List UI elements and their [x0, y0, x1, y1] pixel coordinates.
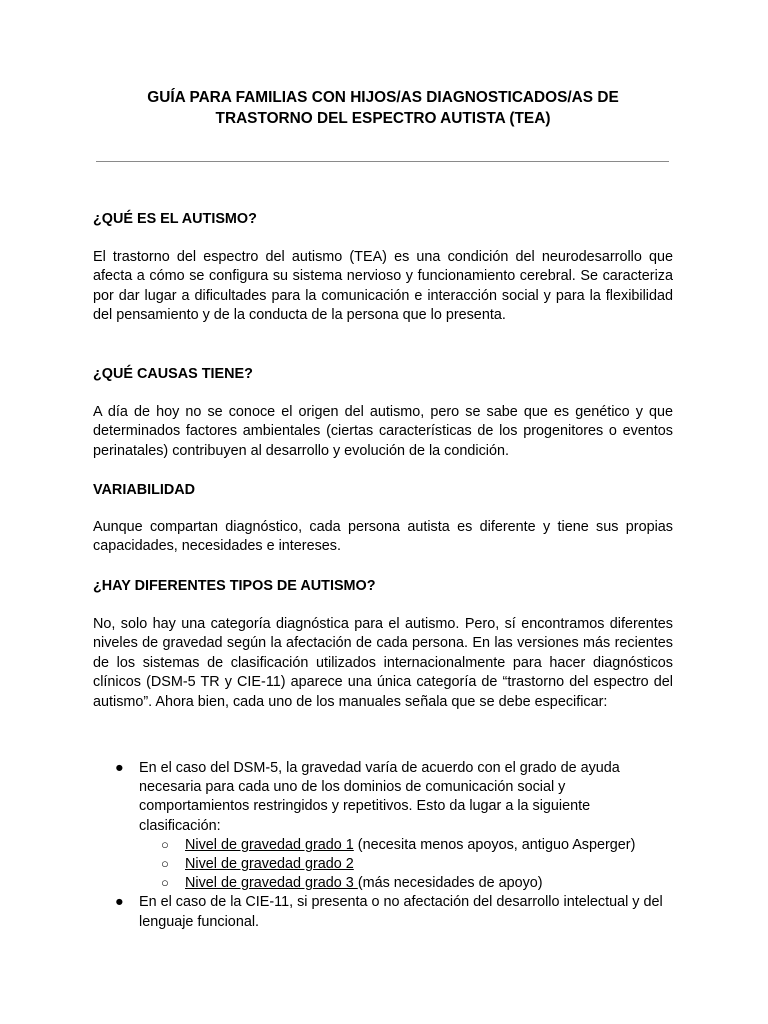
title-line-1: GUÍA PARA FAMILIAS CON HIJOS/AS DIAGNOSTICADOS/AS DE: [147, 89, 619, 106]
circle-bullet-icon: ○: [161, 856, 169, 872]
section-body-variabilidad: Aunque compartan diagnóstico, cada persona autista es diferente y tiene sus propias capacidades, necesidades e intereses.: [93, 519, 673, 555]
classification-list: [93, 759, 673, 932]
sub-item-suffix: (más necesidades de apoyo): [357, 875, 543, 892]
circle-bullet-icon: ○: [161, 875, 169, 891]
bullet-icon: ●: [115, 894, 124, 911]
list-item-text: En el caso del DSM-5, la gravedad varía de acuerdo con el grado de ayuda necesaria para cada uno de los dominios de comunicación social y comportamientos restringidos y repetitivos. Esto da lugar a la siguiente clasificación:: [139, 760, 620, 834]
bullet-icon: ●: [115, 760, 124, 776]
circle-bullet-icon: ○: [161, 836, 169, 852]
list-item-dsm5: [93, 759, 673, 836]
section-body-causas: A día de hoy no se conoce el origen del autismo, pero se sabe que es genético y que determinados factores ambientales (ciertas características de los progenitores o eventos perinatales) contribuyen al desarrollo y evolución de la condición.: [93, 404, 673, 459]
section-heading-causas: ¿QUÉ CAUSAS TIENE?: [93, 366, 253, 382]
section-heading-variabilidad: VARIABILIDAD: [93, 482, 196, 498]
section-body-que-es: El trastorno del espectro del autismo (TEA) es una condición del neurodesarrollo que afecta a cómo se configura su sistema nervioso y funcionamiento cerebral. Se caracteriza por dar lugar a dificultades para la comunicación e interacción social y para la flexibilidad del pensamiento y de la conducta de la persona que lo presenta.: [93, 249, 673, 324]
link-grado-2[interactable]: Nivel de gravedad grado 2: [185, 856, 354, 873]
list-item-text: En el caso de la CIE-11, si presenta o no afectación del desarrollo intelectual y del lenguaje funcional.: [139, 894, 663, 930]
section-heading-tipos: ¿HAY DIFERENTES TIPOS DE AUTISMO?: [93, 578, 376, 594]
title-line-2: TRASTORNO DEL ESPECTRO AUTISTA (TEA): [215, 110, 551, 127]
link-grado-1[interactable]: Nivel de gravedad grado 1: [185, 836, 354, 853]
list-item-cie11: [93, 893, 673, 931]
sub-item-grado-2: [93, 855, 673, 874]
title-divider: [96, 161, 669, 162]
sub-item-grado-3: [93, 874, 673, 893]
sub-item-suffix: (necesita menos apoyos, antiguo Asperger): [353, 836, 636, 853]
document-title: [93, 87, 673, 129]
section-body-tipos: No, solo hay una categoría diagnóstica para el autismo. Pero, sí encontramos diferentes niveles de gravedad según la afectación de cada persona. En las versiones más recientes de los sistemas de clasificación utilizados internacionalmente para hacer diagnósticos clínicos (DSM-5 TR y CIE-11) aparece una única categoría de “trastorno del espectro del autismo”. Ahora bien, cada uno de los manuales señala que se debe especificar:: [93, 616, 673, 710]
sub-item-grado-1: [93, 836, 673, 855]
link-grado-3[interactable]: Nivel de gravedad grado 3: [185, 875, 358, 892]
section-heading-que-es: ¿QUÉ ES EL AUTISMO?: [93, 211, 257, 227]
